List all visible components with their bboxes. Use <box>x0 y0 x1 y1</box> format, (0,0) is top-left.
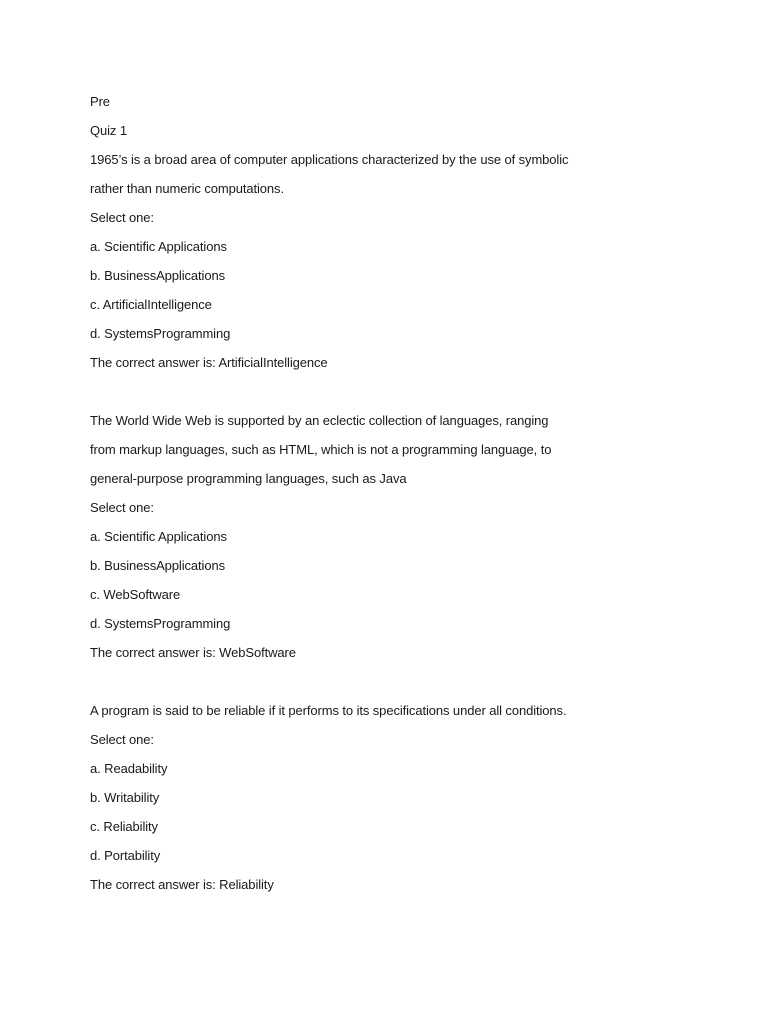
document-page <box>90 87 730 899</box>
question-1 <box>90 145 730 377</box>
question-text-line: rather than numeric computations. <box>90 181 284 196</box>
option-b: b. BusinessApplications <box>90 268 226 283</box>
header-pre: Pre <box>90 94 110 109</box>
spacer <box>90 667 730 696</box>
option-c: c. ArtificialIntelligence <box>90 297 212 312</box>
spacer <box>90 377 730 406</box>
option-a: a. Readability <box>90 761 168 776</box>
option-b: b. BusinessApplications <box>90 558 226 573</box>
question-text-line: general-purpose programming languages, such as Java <box>90 471 407 486</box>
select-one-prompt: Select one: <box>90 500 154 515</box>
option-c: c. Reliability <box>90 819 158 834</box>
option-d: d. SystemsProgramming <box>90 616 231 631</box>
option-c: c. WebSoftware <box>90 587 181 602</box>
option-d: d. SystemsProgramming <box>90 326 231 341</box>
correct-answer: The correct answer is: Reliability <box>90 877 274 892</box>
select-one-prompt: Select one: <box>90 732 154 747</box>
quiz-title: Quiz 1 <box>90 123 127 138</box>
question-2 <box>90 406 730 667</box>
correct-answer: The correct answer is: ArtificialIntelligence <box>90 355 328 370</box>
question-text-line: The World Wide Web is supported by an eclectic collection of languages, ranging <box>90 413 549 428</box>
question-text-line: A program is said to be reliable if it performs to its specifications under all conditions. <box>90 703 567 718</box>
option-b: b. Writability <box>90 790 160 805</box>
question-text-line: 1965’s is a broad area of computer applications characterized by the use of symbolic <box>90 152 569 167</box>
question-3 <box>90 696 730 899</box>
option-a: a. Scientific Applications <box>90 529 227 544</box>
question-text-line: from markup languages, such as HTML, which is not a programming language, to <box>90 442 552 457</box>
select-one-prompt: Select one: <box>90 210 154 225</box>
correct-answer: The correct answer is: WebSoftware <box>90 645 296 660</box>
option-d: d. Portability <box>90 848 161 863</box>
option-a: a. Scientific Applications <box>90 239 227 254</box>
